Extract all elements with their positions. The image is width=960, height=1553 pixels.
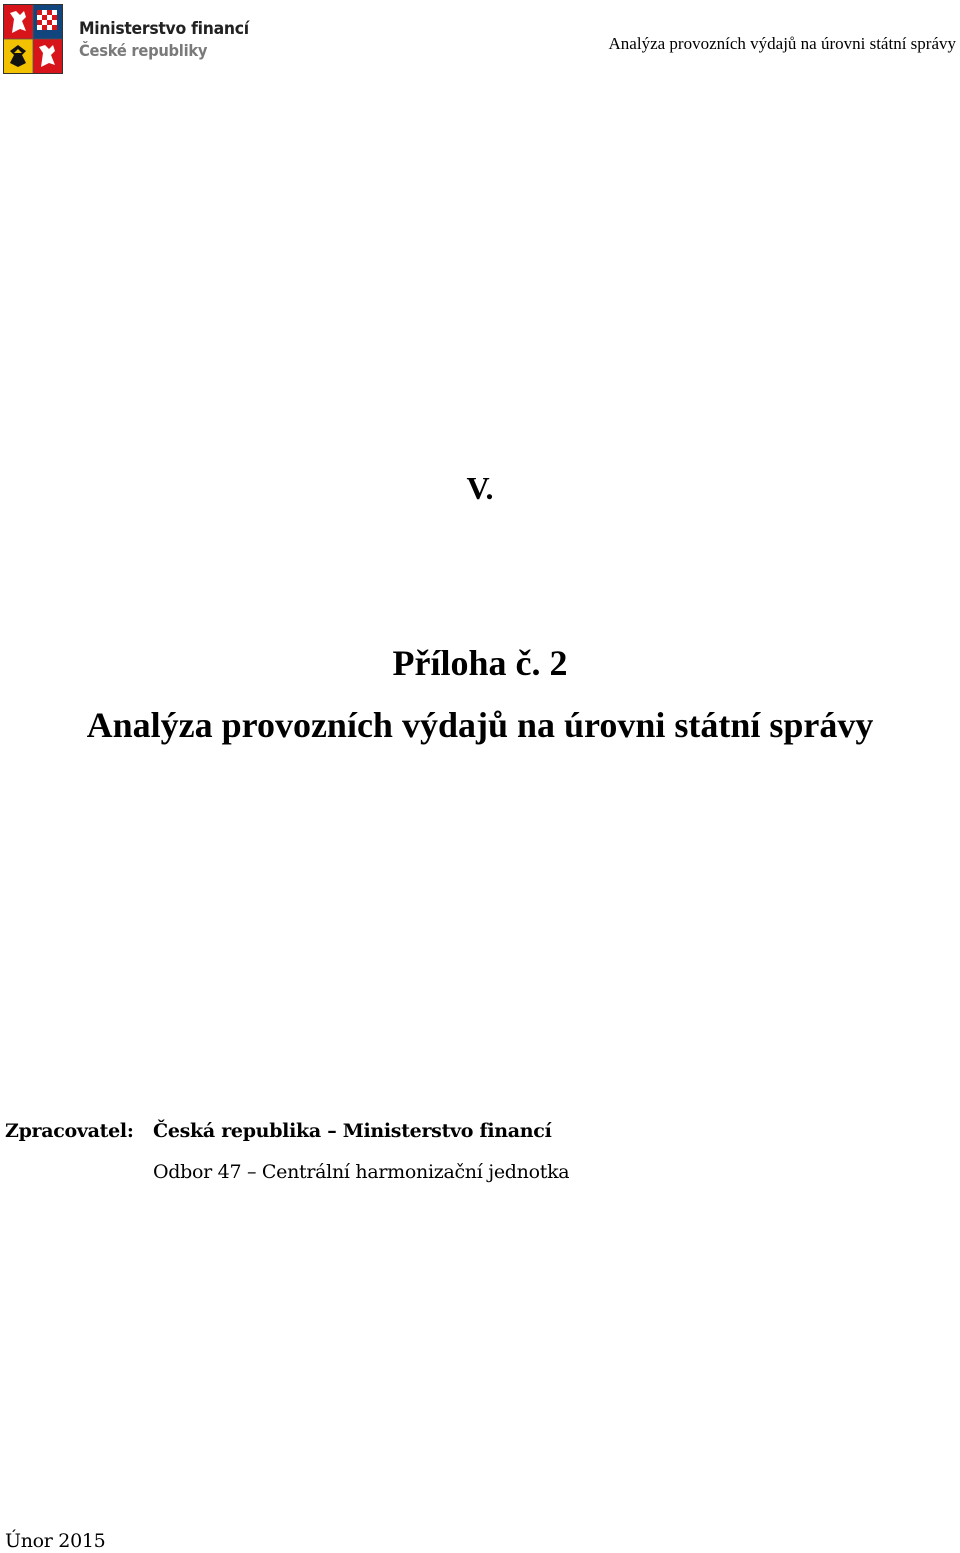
appendix-heading: Příloha č. 2: [392, 643, 568, 683]
ministry-logo: [3, 4, 249, 76]
logo-country-name: České republiky: [79, 41, 208, 60]
document-title: Analýza provozních výdajů na úrovni státní správy: [86, 705, 874, 745]
author-label: Zpracovatel:: [5, 1120, 134, 1142]
running-header-title: Analýza provozních výdajů na úrovni státní správy: [608, 34, 956, 53]
logo-ministry-name: Ministerstvo financí: [79, 19, 249, 39]
logo-text: [79, 18, 264, 62]
section-number: V.: [466, 470, 494, 506]
author-organization: Česká republika – Ministerstvo financí: [153, 1120, 552, 1142]
author-department: Odbor 47 – Centrální harmonizační jednotka: [153, 1161, 570, 1183]
czech-coat-of-arms-icon: [3, 4, 63, 74]
publication-date: Únor 2015: [5, 1530, 106, 1552]
